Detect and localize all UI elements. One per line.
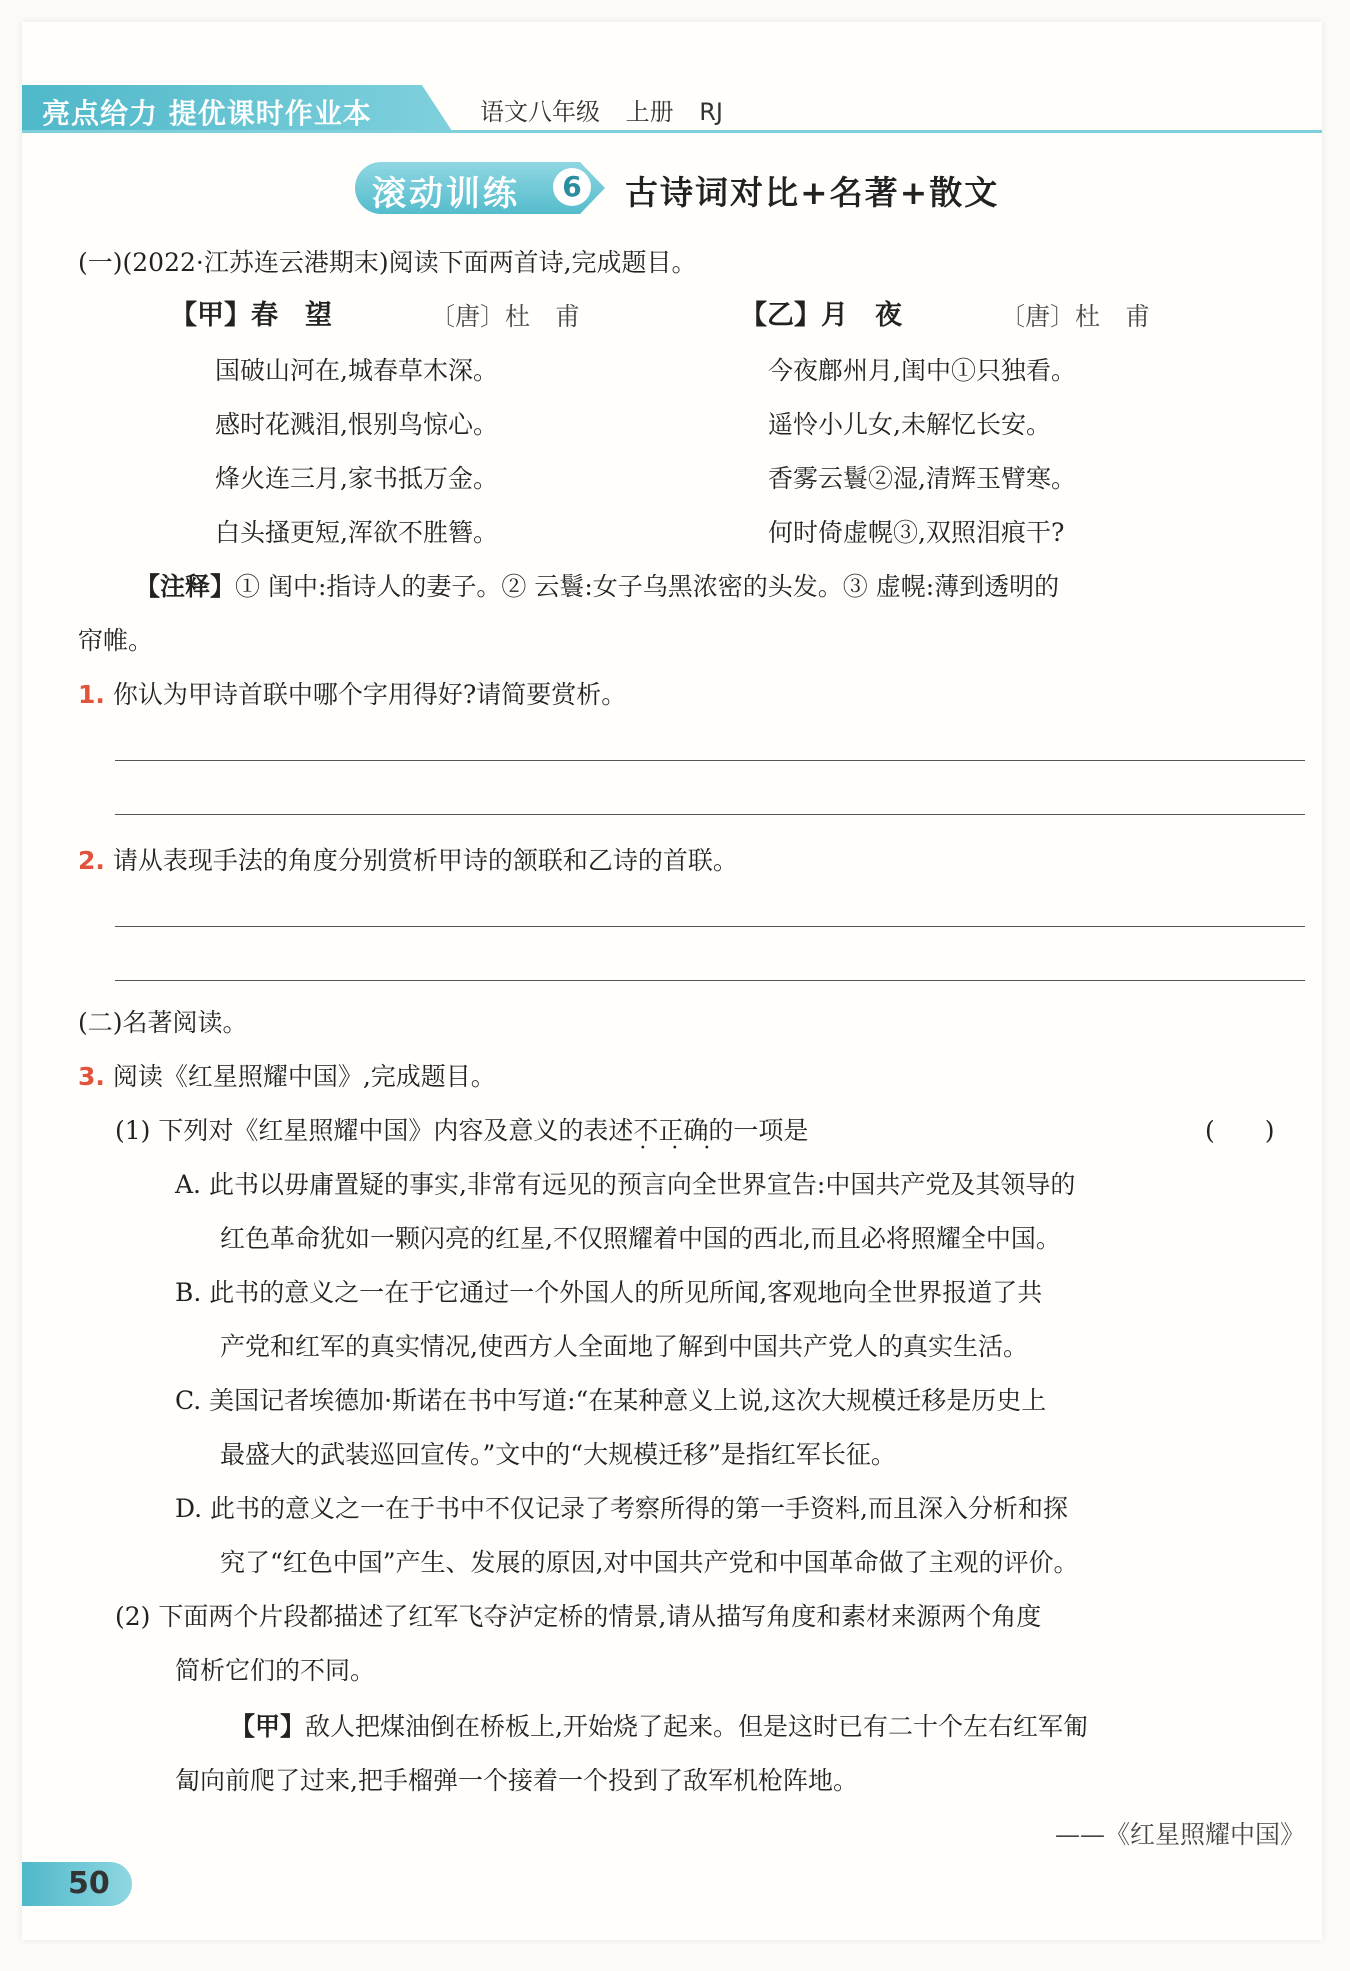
option-d[interactable]: D. 此书的意义之一在于书中不仅记录了考察所得的第一手资料,而且深入分析和探 xyxy=(175,1494,1068,1523)
poem-b-title: 【乙】月 夜 xyxy=(740,300,902,331)
section-number: 6 xyxy=(553,168,591,206)
header-brand: 亮点给力 提优课时作业本 xyxy=(42,97,372,130)
poem-b-author: 〔唐〕杜 甫 xyxy=(1000,302,1151,331)
option-a-cont: 红色革命犹如一颗闪亮的红星,不仅照耀着中国的西北,而且必将照耀全中国。 xyxy=(220,1224,1061,1253)
header-divider xyxy=(22,130,1322,133)
question-text: 你认为甲诗首联中哪个字用得好?请简要赏析。 xyxy=(112,680,627,709)
emphasis-text: 不正确 · · · xyxy=(633,1116,708,1145)
answer-line[interactable] xyxy=(115,980,1305,981)
option-a[interactable]: A. 此书以毋庸置疑的事实,非常有远见的预言向全世界宣告:中国共产党及其领导的 xyxy=(175,1170,1076,1199)
poem-a-line: 烽火连三月,家书抵万金。 xyxy=(215,464,498,493)
option-c[interactable]: C. 美国记者埃德加·斯诺在书中写道:“在某种意义上说,这次大规模迁移是历史上 xyxy=(175,1386,1047,1415)
notes-label: 【注释】 xyxy=(135,572,236,601)
option-b-cont: 产党和红军的真实情况,使西方人全面地了解到中国共产党人的真实生活。 xyxy=(220,1332,1028,1361)
question-number: 1. xyxy=(78,680,105,709)
question-3 xyxy=(78,1062,496,1092)
excerpt-jia xyxy=(230,1712,1088,1742)
poem-b-line: 何时倚虚幌③,双照泪痕干? xyxy=(768,518,1065,547)
section-subtitle: 古诗词对比+名著+散文 xyxy=(625,173,1000,212)
poem-a-line: 白头搔更短,浑欲不胜簪。 xyxy=(215,518,498,547)
excerpt-jia-cont: 匐向前爬了过来,把手榴弹一个接着一个投到了敌军机枪阵地。 xyxy=(175,1766,858,1795)
question-number: 2. xyxy=(78,846,105,875)
option-c-cont: 最盛大的武装巡回宣传。”文中的“大规模迁移”是指红军长征。 xyxy=(220,1440,896,1469)
poem-a-line: 国破山河在,城春草木深。 xyxy=(215,356,498,385)
sub-question-2-cont: 简析它们的不同。 xyxy=(175,1656,376,1685)
option-d-cont: 究了“红色中国”产生、发展的原因,对中国共产党和中国革命做了主观的评价。 xyxy=(220,1548,1079,1577)
excerpt-text: 敌人把煤油倒在桥板上,开始烧了起来。但是这时已有二十个左右红军匍 xyxy=(305,1712,1088,1741)
sub-question-2: (2) 下面两个片段都描述了红军飞夺泸定桥的情景,请从描写角度和素材来源两个角度 xyxy=(115,1602,1042,1631)
sub-question-1 xyxy=(115,1116,808,1146)
poem-a-title: 【甲】春 望 xyxy=(170,300,332,331)
excerpt-source: ——《红星照耀中国》 xyxy=(1055,1820,1306,1849)
question-1 xyxy=(78,680,626,710)
excerpt-label: 【甲】 xyxy=(230,1712,306,1741)
sub-question-text: (1) 下列对《红星照耀中国》内容及意义的表述 xyxy=(115,1116,634,1145)
answer-line[interactable] xyxy=(115,814,1305,815)
option-b[interactable]: B. 此书的意义之一在于它通过一个外国人的所见所闻,客观地向全世界报道了共 xyxy=(175,1278,1043,1307)
notes-cont: 帘帷。 xyxy=(78,626,154,655)
question-text: 请从表现手法的角度分别赏析甲诗的颔联和乙诗的首联。 xyxy=(112,846,738,875)
page-number: 50 xyxy=(68,1866,110,1901)
poem-b-line: 遥怜小儿女,未解忆长安。 xyxy=(768,410,1051,439)
header-book-info: 语文八年级 上册 RJ xyxy=(480,98,724,126)
poem-a-line: 感时花溅泪,恨别鸟惊心。 xyxy=(215,410,498,439)
answer-paren[interactable]: ( ) xyxy=(1205,1116,1275,1145)
notes-text: ① 闺中:指诗人的妻子。② 云鬟:女子乌黑浓密的头发。③ 虚幌:薄到透明的 xyxy=(235,572,1060,601)
notes xyxy=(135,572,1059,602)
sub-question-text: 的一项是 xyxy=(708,1116,809,1145)
poem-b-line: 香雾云鬟②湿,清辉玉臂寒。 xyxy=(768,464,1076,493)
part1-intro: (一)(2022·江苏连云港期末)阅读下面两首诗,完成题目。 xyxy=(78,248,697,277)
poem-b-line: 今夜鄜州月,闺中①只独看。 xyxy=(768,356,1076,385)
poem-a-author: 〔唐〕杜 甫 xyxy=(430,302,581,331)
answer-line[interactable] xyxy=(115,926,1305,927)
answer-line[interactable] xyxy=(115,760,1305,761)
question-number: 3. xyxy=(78,1062,105,1091)
question-text: 阅读《红星照耀中国》,完成题目。 xyxy=(112,1062,496,1091)
question-2 xyxy=(78,846,738,876)
part2-intro: (二)名著阅读。 xyxy=(78,1008,248,1037)
section-label: 滚动训练 xyxy=(372,174,520,214)
